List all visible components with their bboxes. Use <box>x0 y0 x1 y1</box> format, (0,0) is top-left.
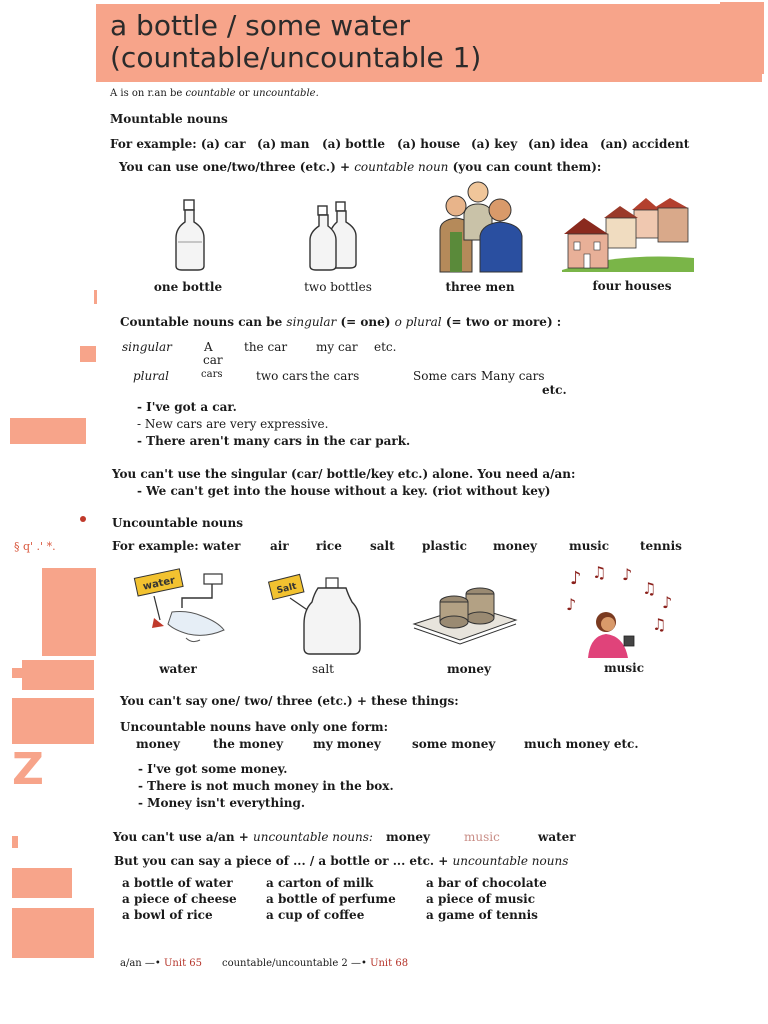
uncountable-heading: Uncountable nouns <box>112 516 243 530</box>
four-houses-illustration <box>562 196 694 272</box>
cant-use-word: music <box>464 830 500 844</box>
caption-water: water <box>159 662 197 676</box>
uncountable-example: music <box>569 539 610 553</box>
svg-text:♪: ♪ <box>566 595 577 614</box>
one-form-line: Uncountable nouns have only one form: <box>120 720 389 734</box>
uncountable-example: air <box>270 539 289 553</box>
caption-two-bottles: two bottles <box>304 280 372 294</box>
uncountable-example: rice <box>316 539 342 553</box>
uncountable-sentence: - There is not much money in the box. <box>138 779 394 793</box>
singular-plural-intro <box>120 315 561 329</box>
footer-unit-link[interactable]: Unit 68 <box>370 958 409 969</box>
two-bottles-illustration <box>306 198 362 272</box>
plural-item: Many cars <box>481 369 545 383</box>
footer-unit-link[interactable]: Unit 65 <box>164 958 202 969</box>
countable-sentence: - New cars are very expressive. <box>137 417 329 431</box>
caption-money: money <box>446 662 492 676</box>
form-item: my money <box>313 737 381 751</box>
page-subtitle: (countable/uncountable 1) <box>110 41 482 74</box>
intro-line <box>110 88 319 100</box>
intro-or: or <box>238 88 250 99</box>
but-you-can-line <box>114 854 568 868</box>
but-text: But you can say a piece of ... / a bottle or ... etc. + <box>114 854 449 868</box>
svg-text:♫: ♫ <box>592 563 607 582</box>
countable-example: (an) idea <box>528 137 589 151</box>
cant-use-word: money <box>386 830 431 844</box>
cant-use-text: You can't use a/an + <box>113 830 249 844</box>
countable-use-line <box>119 160 601 174</box>
intro-uncountable: uncountable. <box>252 88 319 99</box>
singular-item: the car <box>244 340 288 354</box>
phrase: a piece of music <box>426 892 536 906</box>
title-band-edge <box>720 2 764 74</box>
bullet-dot <box>80 516 86 522</box>
use-line-text: (you can count them): <box>452 160 602 174</box>
singular-item: A <box>204 340 213 354</box>
svg-text:♫: ♫ <box>642 579 657 598</box>
water-label: water <box>142 575 177 593</box>
margin-block <box>12 668 24 678</box>
margin-block <box>80 346 96 362</box>
uncountable-example: For example: water <box>112 539 241 553</box>
singular-item: etc. <box>374 340 397 354</box>
uncountable-example: tennis <box>640 539 682 553</box>
salt-illustration <box>268 572 364 656</box>
countable-example: (a) key <box>471 137 518 151</box>
margin-block <box>42 568 96 656</box>
singular-item: my car <box>316 340 358 354</box>
uncountable-sentence: - Money isn't everything. <box>138 796 306 810</box>
plural-item: the cars <box>310 369 360 383</box>
music-illustration <box>566 563 678 658</box>
caption-four-houses: four houses <box>592 279 672 293</box>
caption-music: music <box>603 661 645 675</box>
plural-item: etc. <box>542 383 567 397</box>
countable-sentence: - There aren't many cars in the car park. <box>137 434 411 448</box>
plural-label: plural <box>133 369 169 383</box>
form-item: money <box>136 737 181 751</box>
water-illustration <box>132 568 228 654</box>
use-line-term: countable noun <box>354 160 449 174</box>
phrase: a bar of chocolate <box>426 876 547 890</box>
plural-item: Some cars <box>413 369 477 383</box>
singular-item: car <box>203 353 223 367</box>
caption-salt: salt <box>312 662 334 676</box>
countable-sentence: - I've got a car. <box>137 400 237 414</box>
phrase: a bowl of rice <box>122 908 213 922</box>
uncountable-example: plastic <box>422 539 467 553</box>
svg-text:♪: ♪ <box>622 565 633 584</box>
sp-text: (= two or more) : <box>445 315 562 329</box>
margin-letter: Z <box>12 744 44 795</box>
countable-example: (a) man <box>257 137 310 151</box>
countable-example: (a) bottle <box>322 137 385 151</box>
uncountable-example: salt <box>370 539 395 553</box>
uncountable-example: money <box>493 539 538 553</box>
phrase: a bottle of water <box>122 876 233 890</box>
svg-text:♪: ♪ <box>662 593 673 612</box>
intro-text: A is on r.an be <box>110 88 183 99</box>
but-term: uncountable nouns <box>452 854 569 868</box>
countable-example: For example: (a) car <box>110 137 246 151</box>
cant-use-example: - We can't get into the house without a key. (riot without key) <box>137 484 551 498</box>
footer-ref-1[interactable] <box>120 958 202 970</box>
cant-use-uncountable <box>113 830 373 844</box>
margin-block <box>12 698 94 744</box>
use-line-text: You can use one/two/three (etc.) + <box>119 160 350 174</box>
sp-text: Countable nouns can be <box>120 315 283 329</box>
phrase: a carton of milk <box>266 876 374 890</box>
cant-use-term: uncountable nouns: <box>253 830 373 844</box>
footer-ref-2[interactable] <box>222 958 408 970</box>
phrase: a game of tennis <box>426 908 538 922</box>
phrase: a bottle of perfume <box>266 892 396 906</box>
cant-say-line: You can't say one/ two/ three (etc.) + these things: <box>120 694 459 708</box>
margin-block <box>12 868 72 898</box>
page-title: a bottle / some water <box>110 9 411 42</box>
sp-text: (= one) <box>340 315 391 329</box>
margin-block <box>22 660 94 690</box>
plural-item: cars <box>201 369 223 380</box>
margin-block <box>12 908 94 958</box>
phrase: a piece of cheese <box>122 892 237 906</box>
intro-countable: countable <box>185 88 236 99</box>
margin-mark <box>12 836 18 848</box>
countable-example: (a) house <box>397 137 461 151</box>
phrase: a cup of coffee <box>266 908 365 922</box>
footer-ref-text: a/an —• <box>120 958 161 969</box>
salt-label: Salt <box>275 581 298 597</box>
margin-mark <box>94 290 97 304</box>
form-item: the money <box>213 737 284 751</box>
cant-use-singular: You can't use the singular (car/ bottle/key etc.) alone. You need a/an: <box>112 467 576 481</box>
singular-label: singular <box>122 340 172 354</box>
margin-symbols: § q' .' *. <box>14 540 56 553</box>
three-men-illustration <box>436 180 524 272</box>
uncountable-sentence: - I've got some money. <box>138 762 288 776</box>
money-illustration <box>410 576 520 648</box>
form-item: much money etc. <box>524 737 639 751</box>
sp-term: o plural <box>394 315 442 329</box>
caption-three-men: three men <box>445 280 515 294</box>
plural-item: two cars <box>256 369 308 383</box>
one-bottle-illustration <box>170 198 210 272</box>
footer-ref-text: countable/uncountable 2 —• <box>222 958 367 969</box>
caption-one-bottle: one bottle <box>153 280 223 294</box>
svg-text:♪: ♪ <box>570 568 582 589</box>
countable-example: (an) accident <box>600 137 690 151</box>
sp-term: singular <box>286 315 337 329</box>
svg-text:♫: ♫ <box>652 615 667 634</box>
cant-use-word: water <box>538 830 576 844</box>
margin-block <box>10 418 86 444</box>
countable-heading: Mountable nouns <box>110 112 228 126</box>
form-item: some money <box>412 737 496 751</box>
